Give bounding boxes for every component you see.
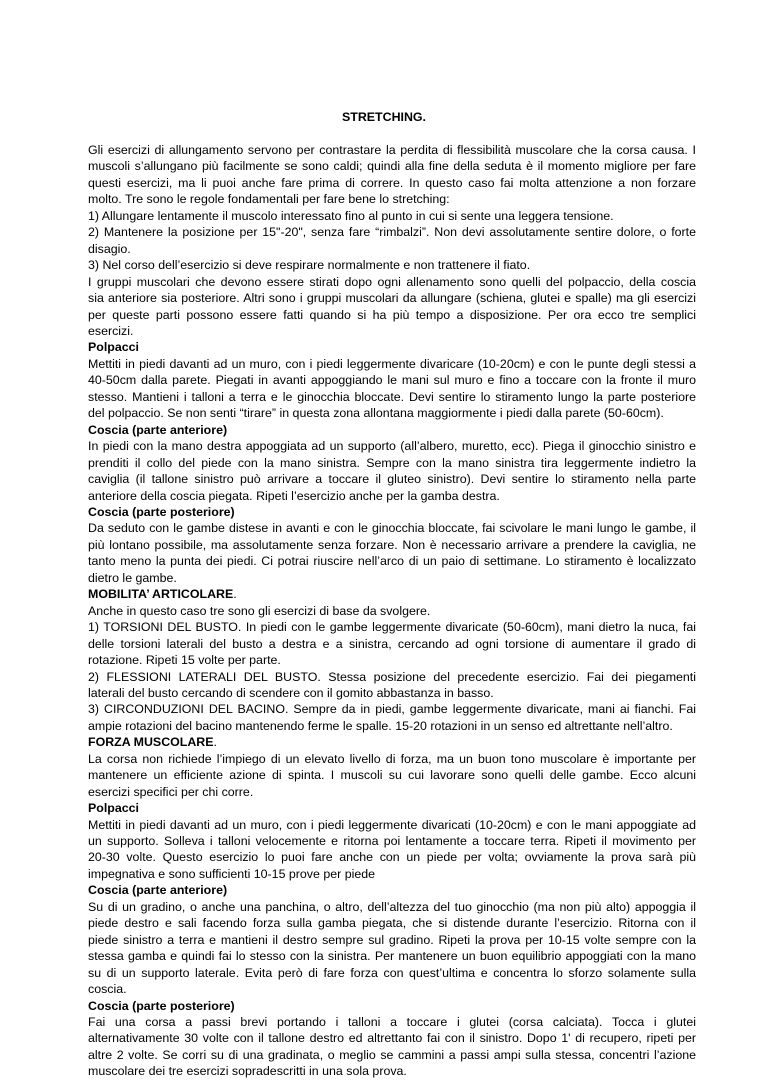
text-line bbox=[88, 948, 696, 964]
section-heading bbox=[88, 339, 696, 355]
text-line bbox=[88, 142, 696, 158]
section-heading bbox=[88, 586, 696, 602]
line-text: La corsa non richiede l’impiego di un elevato livello di forza, ma un buon tono muscolare è importante per bbox=[88, 751, 696, 766]
line-text: 20-30 volte. Questo esercizio lo puoi fare anche con un piede per volta; ovviamente la prova sarà più bbox=[88, 850, 696, 865]
section-heading bbox=[88, 504, 696, 520]
text-line bbox=[88, 405, 696, 421]
line-text: stesso. Mantieni i talloni a terra e le ginocchia bloccate. Devi sentire lo stiramento lungo la parte posteriore bbox=[88, 389, 696, 404]
text-line bbox=[88, 932, 696, 948]
text-line bbox=[88, 866, 696, 882]
line-text: Coscia (parte posteriore) bbox=[88, 998, 235, 1013]
line-text: del polpaccio. Se non senti “tirare” in questa zona allontana maggiormente i piedi dalla parete (50-60cm). bbox=[88, 406, 664, 421]
line-text: questi esercizi, ma li puoi anche fare prima di correre. In questo caso fai molta attenzione a non forzare bbox=[88, 175, 696, 190]
section-heading bbox=[88, 800, 696, 816]
title-text: STRETCHING bbox=[342, 110, 423, 124]
text-line bbox=[88, 767, 696, 783]
text-line bbox=[88, 849, 696, 865]
text-line bbox=[88, 323, 696, 339]
text-line bbox=[88, 241, 696, 257]
text-line bbox=[88, 669, 696, 685]
line-text: stessa gamba e quindi fai lo stesso con la sinistra. Per mantenere un buon equilibrio appoggiati con la mano bbox=[88, 949, 696, 964]
text-line bbox=[88, 537, 696, 553]
line-text: Polpacci bbox=[88, 801, 139, 816]
text-line bbox=[88, 817, 696, 833]
text-line bbox=[88, 356, 696, 372]
text-line bbox=[88, 784, 696, 800]
text-line bbox=[88, 1063, 696, 1079]
text-line bbox=[88, 175, 696, 191]
line-text: per queste parti possono essere fatti quando si ha più tempo a disposizione. Per ora ecco tre semplici bbox=[88, 307, 696, 322]
line-text: disagio. bbox=[88, 241, 131, 256]
section-heading bbox=[88, 882, 696, 898]
line-text: ampie rotazioni del bacino mantenendo ferme le spalle. 15-20 rotazioni in un senso ed altrettante nell’altro. bbox=[88, 718, 673, 733]
text-line bbox=[88, 208, 696, 224]
text-line bbox=[88, 224, 696, 240]
line-text: più lontano possibile, ma assolutamente senza forzare. Non è necessario arrivare a prendere la caviglia, ne bbox=[88, 537, 696, 552]
text-line bbox=[88, 1030, 696, 1046]
line-text: esercizi. bbox=[88, 323, 134, 338]
line-text: impegnativa e sono sufficienti 10-15 prove per piede bbox=[88, 866, 376, 881]
text-line bbox=[88, 751, 696, 767]
line-text: 2) Mantenere la posizione per 15"-20", senza fare “rimbalzi”. Non devi assolutamente sentire dolore, o forte bbox=[88, 225, 696, 240]
text-line bbox=[88, 520, 696, 536]
text-line bbox=[88, 389, 696, 405]
text-line bbox=[88, 553, 696, 569]
section-heading bbox=[88, 734, 696, 750]
text-line bbox=[88, 965, 696, 981]
line-text: muscoli s’allungano più facilmente se sono caldi; quindi alla fine della seduta è il momento migliore per fare bbox=[88, 159, 696, 174]
line-text: Coscia (parte posteriore) bbox=[88, 504, 235, 519]
text-line bbox=[88, 636, 696, 652]
line-text: delle torsioni laterali del busto a destra e a sinistra, cercando ad ogni torsione di aumentare il grado di bbox=[88, 636, 696, 651]
line-text: Mettiti in piedi davanti ad un muro, con i piedi leggermente divaricare (10-20cm) e con le punte degli stessi a bbox=[88, 356, 696, 371]
line-text: piede destro e sali facendo forza sulla gamba piegata, che si distende durante l’esercizio. Ritorna con il bbox=[88, 916, 696, 931]
line-suffix: . bbox=[213, 735, 217, 750]
text-line bbox=[88, 455, 696, 471]
line-suffix: . bbox=[233, 587, 237, 602]
text-line bbox=[88, 619, 696, 635]
line-text: FORZA MUSCOLARE bbox=[88, 735, 214, 750]
text-line bbox=[88, 290, 696, 306]
line-text: anteriore della coscia piegata. Ripeti l’esercizio anche per la gamba destra. bbox=[88, 488, 500, 503]
text-line bbox=[88, 307, 696, 323]
line-text: Anche in questo caso tre sono gli esercizi di base da svolgere. bbox=[88, 603, 431, 618]
text-line bbox=[88, 652, 696, 668]
line-text: prenditi il collo del piede con la mano sinistra. Sempre con la mano sinistra tira leggermente indietro la bbox=[88, 455, 696, 470]
line-text: sia anteriore sia posteriore. Altri sono i gruppi muscolari da allungare (schiena, glutei e spalle) ma gli esercizi bbox=[88, 291, 696, 306]
text-line bbox=[88, 257, 696, 273]
text-line bbox=[88, 915, 696, 931]
line-text: rotazione. Ripeti 15 volte per parte. bbox=[88, 653, 281, 668]
line-text: Coscia (parte anteriore) bbox=[88, 883, 228, 898]
line-text: 3) CIRCONDUZIONI DEL BACINO. Sempre da in piedi, gambe leggermente divaricate, mani ai fianchi. Fai bbox=[88, 702, 696, 717]
line-text: altre 2 volte. Se corri su di una gradinata, o meglio se cammini a passi ampi sulla stessa, concentri l’azione bbox=[88, 1047, 696, 1062]
section-heading bbox=[88, 422, 696, 438]
text-line bbox=[88, 701, 696, 717]
line-text: alternativamente 30 volte con il tallone destro ed altrettanto fai con il sinistro. Dopo 1' di recupero, ripeti per bbox=[88, 1031, 696, 1046]
text-line bbox=[88, 603, 696, 619]
document-body bbox=[88, 142, 696, 1080]
line-text: Da seduto con le gambe distese in avanti e con le ginocchia bloccate, fai scivolare le mani lungo le gambe, il bbox=[88, 521, 696, 536]
text-line bbox=[88, 158, 696, 174]
text-line bbox=[88, 1014, 696, 1030]
text-line bbox=[88, 1047, 696, 1063]
line-text: 1) Allungare lentamente il muscolo interessato fino al punto in cui si sente una leggera tensione. bbox=[88, 208, 614, 223]
line-text: laterali del busto cercando di scendere con il gomito abbastanza in basso. bbox=[88, 685, 494, 700]
line-text: su di un supporto laterale. Evita però di fare forza con quest’ultima e concentra lo sforzo solamente sulla bbox=[88, 965, 696, 980]
line-text: I gruppi muscolari che devono essere stirati dopo ogni allenamento sono quelli del polpaccio, della coscia bbox=[88, 274, 696, 289]
page-title bbox=[0, 109, 768, 125]
text-line bbox=[88, 488, 696, 504]
line-text: 3) Nel corso dell’esercizio si deve respirare normalmente e non trattenere il fiato. bbox=[88, 258, 531, 273]
line-text: 2) FLESSIONI LATERALI DEL BUSTO. Stessa posizione del precedente esercizio. Fai dei piegamenti bbox=[88, 669, 696, 684]
line-text: Su di un gradino, o anche una panchina, o altro, dell’altezza del tuo ginocchio (ma non più alto) appoggia il bbox=[88, 899, 696, 914]
line-text: molto. Tre sono le regole fondamentali per fare bene lo stretching: bbox=[88, 192, 450, 207]
text-line bbox=[88, 833, 696, 849]
line-text: dietro le gambe. bbox=[88, 570, 177, 585]
line-text: piede sinistro a terra e mantieni il destro sempre sul gradino. Ripeti la prova per 10-15 volte sempre con la bbox=[88, 932, 696, 947]
line-text: coscia. bbox=[88, 982, 127, 997]
text-line bbox=[88, 899, 696, 915]
section-heading bbox=[88, 998, 696, 1014]
line-text: mantenere un efficiente azione di spinta. I muscoli su cui lavorare sono quelli delle gambe. Ecco alcuni bbox=[88, 768, 696, 783]
text-line bbox=[88, 438, 696, 454]
title-suffix: . bbox=[422, 110, 426, 124]
line-text: Mettiti in piedi davanti ad un muro, con i piedi leggermente divaricati (10-20cm) e con le mani appoggiate ad bbox=[88, 817, 696, 832]
line-text: Fai una corsa a passi brevi portando i talloni a toccare i glutei (corsa calciata). Tocca i glutei bbox=[88, 1015, 696, 1030]
text-line bbox=[88, 570, 696, 586]
line-text: tanto meno la punta dei piedi. Ci potrai riuscire nell’arco di un paio di settimane. Lo stiramento è localizzato bbox=[88, 554, 696, 569]
line-text: esercizi specifici per chi corre. bbox=[88, 784, 254, 799]
text-line bbox=[88, 685, 696, 701]
line-text: In piedi con la mano destra appoggiata ad un supporto (all’albero, muretto, ecc). Piega il ginocchio sinistro e bbox=[88, 439, 696, 454]
line-text: Polpacci bbox=[88, 340, 139, 355]
text-line bbox=[88, 981, 696, 997]
line-text: 1) TORSIONI DEL BUSTO. In piedi con le gambe leggermente divaricate (50-60cm), mani dietro la nuca, fai bbox=[88, 620, 696, 635]
line-text: caviglia (il tallone sinistro può arrivare a toccare il gluteo sinistro). Devi sentire lo stiramento nella parte bbox=[88, 472, 696, 487]
text-line bbox=[88, 191, 696, 207]
line-text: MOBILITA’ ARTICOLARE bbox=[88, 587, 234, 602]
line-text: Gli esercizi di allungamento servono per contrastare la perdita di flessibilità muscolare che la corsa causa. I bbox=[88, 143, 696, 157]
text-line bbox=[88, 274, 696, 290]
line-text: muscolare dei tre esercizi sopradescritti in una sola prova. bbox=[88, 1064, 407, 1079]
line-text: 40-50cm dalla parete. Piegati in avanti appoggiando le mani sul muro e fino a toccare con la fronte il muro bbox=[88, 373, 696, 388]
line-text: un supporto. Solleva i talloni velocemente e ritorna poi lentamente a toccare terra. Ripeti il movimento per bbox=[88, 834, 696, 849]
line-text: Coscia (parte anteriore) bbox=[88, 422, 228, 437]
text-line bbox=[88, 471, 696, 487]
text-line bbox=[88, 372, 696, 388]
text-line bbox=[88, 718, 696, 734]
